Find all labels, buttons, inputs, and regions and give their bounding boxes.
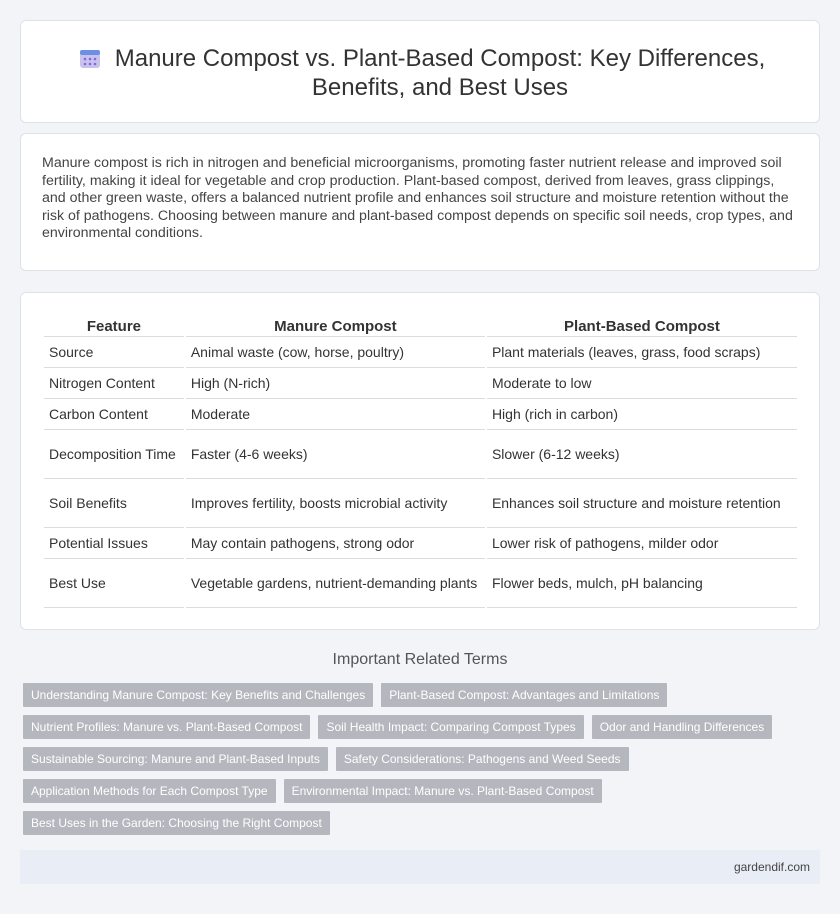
related-term-tag[interactable]: Safety Considerations: Pathogens and Weed Seeds	[336, 747, 629, 771]
footer-site-link[interactable]: gardendif.com	[733, 860, 810, 874]
table-row	[44, 337, 797, 368]
title-card	[20, 20, 820, 123]
header-plant: Plant-Based Compost	[487, 315, 797, 337]
table-row	[44, 399, 797, 430]
tag-row	[23, 715, 803, 739]
table-cell: Vegetable gardens, nutrient-demanding plants	[186, 559, 485, 608]
table-cell: Carbon Content	[44, 399, 184, 430]
table-cell: Potential Issues	[44, 528, 184, 559]
table-cell: Slower (6-12 weeks)	[487, 430, 797, 479]
page-title: Manure Compost vs. Plant-Based Compost: Key Differences, Benefits, and Best Uses	[114, 45, 766, 101]
related-term-tag[interactable]: Odor and Handling Differences	[592, 715, 773, 739]
table-cell: Moderate to low	[487, 368, 797, 399]
table-cell: Lower risk of pathogens, milder odor	[487, 528, 797, 559]
table-cell: Animal waste (cow, horse, poultry)	[186, 337, 485, 368]
table-header-row	[44, 315, 797, 337]
table-row	[44, 528, 797, 559]
tag-row	[23, 779, 803, 803]
comparison-table	[42, 315, 799, 608]
tag-row	[23, 747, 803, 771]
tag-row	[23, 811, 803, 835]
related-term-tag[interactable]: Environmental Impact: Manure vs. Plant-Based Compost	[284, 779, 602, 803]
table-cell: Flower beds, mulch, pH balancing	[487, 559, 797, 608]
table-row	[44, 479, 797, 528]
related-terms-title: Important Related Terms	[332, 651, 508, 668]
related-term-tag[interactable]: Plant-Based Compost: Advantages and Limitations	[381, 683, 667, 707]
table-row	[44, 430, 797, 479]
intro-card	[20, 133, 820, 271]
table-cell: Improves fertility, boosts microbial activity	[186, 479, 485, 528]
related-terms-list	[23, 683, 803, 843]
table-row	[44, 559, 797, 608]
header-feature: Feature	[44, 315, 184, 337]
table-cell: Best Use	[44, 559, 184, 608]
table-cell: Nitrogen Content	[44, 368, 184, 399]
intro-paragraph: Manure compost is rich in nitrogen and beneficial microorganisms, promoting faster nutrient release and improved soil fertility, making it ideal for vegetable and crop production. Plant-based compost, derived from leaves, grass clippings, and other green waste, offers a balanced nutrient profile and enhances soil structure and moisture retention without the risk of pathogens. Choosing between manure and plant-based compost depends on specific soil needs, crop types, and environmental conditions.	[42, 155, 793, 242]
related-term-tag[interactable]: Sustainable Sourcing: Manure and Plant-Based Inputs	[23, 747, 328, 771]
table-cell: Moderate	[186, 399, 485, 430]
related-term-tag[interactable]: Nutrient Profiles: Manure vs. Plant-Based Compost	[23, 715, 310, 739]
comparison-card	[20, 292, 820, 630]
related-term-tag[interactable]: Understanding Manure Compost: Key Benefits and Challenges	[23, 683, 373, 707]
related-term-tag[interactable]: Soil Health Impact: Comparing Compost Types	[318, 715, 583, 739]
table-cell: High (rich in carbon)	[487, 399, 797, 430]
table-cell: May contain pathogens, strong odor	[186, 528, 485, 559]
table-cell: Faster (4-6 weeks)	[186, 430, 485, 479]
related-term-tag[interactable]: Application Methods for Each Compost Type	[23, 779, 276, 803]
header-manure: Manure Compost	[186, 315, 485, 337]
table-cell: Decomposition Time	[44, 430, 184, 479]
table-cell: Soil Benefits	[44, 479, 184, 528]
related-term-tag[interactable]: Best Uses in the Garden: Choosing the Right Compost	[23, 811, 330, 835]
table-cell: Enhances soil structure and moisture retention	[487, 479, 797, 528]
table-cell: Plant materials (leaves, grass, food scraps)	[487, 337, 797, 368]
tag-row	[23, 683, 803, 707]
table-cell: High (N-rich)	[186, 368, 485, 399]
table-row	[44, 368, 797, 399]
footer	[20, 850, 820, 884]
table-cell: Source	[44, 337, 184, 368]
